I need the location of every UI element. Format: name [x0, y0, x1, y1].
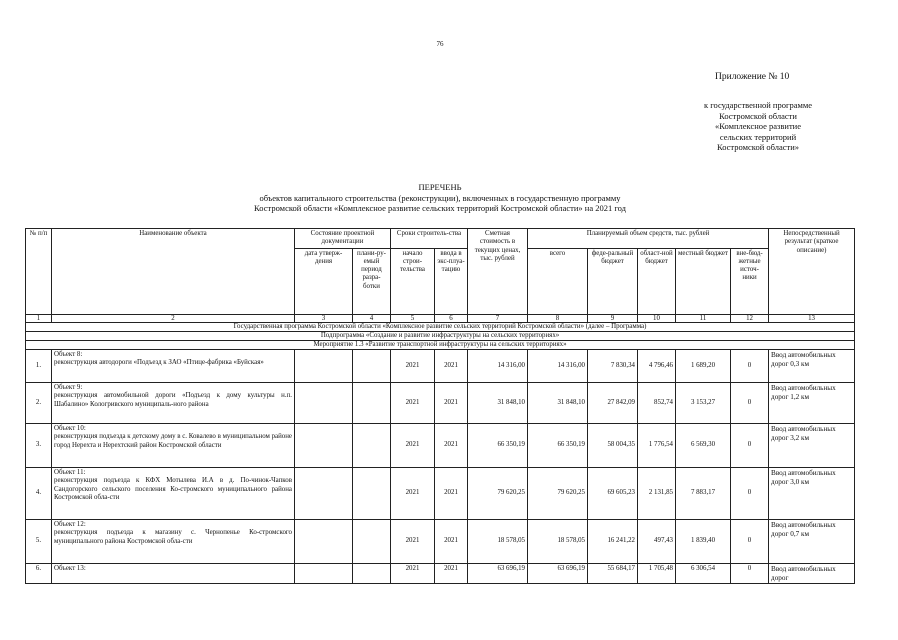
estimated-cost: 14 316,00	[468, 350, 528, 383]
column-number: 5	[391, 314, 435, 323]
result-description: Ввод автомобильных дорог 0,3 км	[769, 350, 855, 383]
row-number: 1.	[26, 350, 52, 383]
estimated-cost: 63 696,19	[468, 564, 528, 584]
commissioning-year: 2021	[435, 520, 468, 564]
table-row	[26, 383, 855, 424]
construction-start: 2021	[391, 564, 435, 584]
planned-period	[353, 468, 391, 520]
object-label: Объект 8:	[54, 351, 83, 359]
appendix-line: «Комплексное развитие	[715, 121, 801, 132]
object-label: Объект 10:	[54, 425, 86, 433]
commissioning-year: 2021	[435, 564, 468, 584]
object-description: реконструкция автомобильной дороги «Подъезд к дому культуры н.п. Шабалино» Кологривского муниципаль-ного района	[54, 392, 292, 408]
commissioning-year: 2021	[435, 468, 468, 520]
document-title: ПЕРЕЧЕНЬ	[418, 182, 462, 192]
object-label: Объект 9:	[54, 384, 83, 392]
document-subtitle-line: объектов капитального строительства (реконструкции), включенных в государственную программу	[259, 192, 621, 203]
column-number: 3	[295, 314, 353, 323]
row-number: 4.	[26, 468, 52, 520]
header-approval-date: дата утверж-дения	[295, 248, 353, 314]
result-description: Ввод автомобильных дорог 3,2 км	[769, 424, 855, 468]
column-number: 10	[638, 314, 676, 323]
estimated-cost: 31 848,10	[468, 383, 528, 424]
section-program-title: Государственная программа Костромской области «Комплексное развитие сельских территорий Костромской области» (далее – Программа)	[26, 323, 855, 332]
column-number: 8	[528, 314, 588, 323]
funds-local: 7 883,17	[676, 468, 731, 520]
planned-period	[353, 424, 391, 468]
section-row-measure	[26, 341, 855, 350]
approval-date	[295, 520, 353, 564]
row-number: 5.	[26, 520, 52, 564]
object-label: Объект 13:	[54, 565, 86, 573]
estimated-cost: 18 578,05	[468, 520, 528, 564]
header-num: № п/п	[26, 229, 52, 315]
header-total: всего	[528, 248, 588, 314]
object-label: Объект 12:	[54, 521, 86, 529]
funds-extrabudget: 0	[731, 468, 769, 520]
section-measure-title: Мероприятие 1.3 «Развитие транспортной инфраструктуры на сельских территориях»	[26, 341, 855, 350]
funds-federal: 58 004,35	[588, 424, 638, 468]
appendix-line: сельских территорий	[719, 131, 797, 142]
funds-regional: 1 705,48	[638, 564, 676, 584]
funds-extrabudget: 0	[731, 564, 769, 584]
commissioning-year: 2021	[435, 383, 468, 424]
page-number: 76	[436, 40, 444, 48]
object-description: реконструкция подъезда к КФХ Мотылева И.А в д. По-чинок-Чапков Сандогорского сельского поселения Ко-стромского муниципального района Костромской обла-сти	[54, 477, 292, 501]
column-number: 1	[26, 314, 52, 323]
construction-start: 2021	[391, 520, 435, 564]
header-funds: Планируемый объем средств, тыс. рублей	[528, 229, 769, 249]
result-description: Ввод автомобильных дорог 3,0 км	[769, 468, 855, 520]
funds-total: 66 350,19	[528, 424, 588, 468]
funds-local: 1 689,20	[676, 350, 731, 383]
column-number-row	[26, 314, 855, 323]
construction-start: 2021	[391, 383, 435, 424]
appendix-title: Приложение № 10	[715, 72, 790, 82]
result-description: Ввод автомобильных дорог	[769, 564, 855, 584]
estimated-cost: 79 620,25	[468, 468, 528, 520]
commissioning-year: 2021	[435, 350, 468, 383]
object-name	[52, 520, 295, 564]
funds-federal: 27 842,09	[588, 383, 638, 424]
header-doc-state: Состояние проектной документации	[295, 229, 391, 249]
object-label: Объект 11:	[54, 469, 86, 477]
funds-regional: 4 796,46	[638, 350, 676, 383]
header-terms: Сроки строитель-ства	[391, 229, 468, 249]
object-name	[52, 383, 295, 424]
row-number: 3.	[26, 424, 52, 468]
funds-federal: 16 241,22	[588, 520, 638, 564]
header-federal: феде-ральный бюджет	[588, 248, 638, 314]
planned-period	[353, 350, 391, 383]
objects-table	[25, 228, 855, 584]
table-row	[26, 520, 855, 564]
object-description: реконструкция подъезда к детскому дому в с. Ковалево в муниципальном районе город Нерехта и Нерехтский район Костромской области	[54, 433, 292, 449]
funds-regional: 497,43	[638, 520, 676, 564]
estimated-cost: 66 350,19	[468, 424, 528, 468]
approval-date	[295, 468, 353, 520]
appendix-line: Костромской области»	[716, 142, 800, 153]
object-name	[52, 424, 295, 468]
approval-date	[295, 350, 353, 383]
construction-start: 2021	[391, 424, 435, 468]
table-header-row	[26, 229, 855, 249]
header-local: местный бюджет	[676, 248, 731, 314]
result-description: Ввод автомобильных дорог 1,2 км	[769, 383, 855, 424]
planned-period	[353, 564, 391, 584]
funds-extrabudget: 0	[731, 424, 769, 468]
column-number: 6	[435, 314, 468, 323]
funds-federal: 69 605,23	[588, 468, 638, 520]
funds-extrabudget: 0	[731, 350, 769, 383]
funds-local: 6 306,54	[676, 564, 731, 584]
planned-period	[353, 520, 391, 564]
table-row	[26, 350, 855, 383]
appendix-subtitle	[660, 100, 856, 153]
funds-local: 1 839,40	[676, 520, 731, 564]
header-planned-period: плани-ру-емый период разра-ботки	[353, 248, 391, 314]
approval-date	[295, 383, 353, 424]
row-number: 2.	[26, 383, 52, 424]
funds-total: 63 696,19	[528, 564, 588, 584]
funds-extrabudget: 0	[731, 520, 769, 564]
table-row	[26, 564, 855, 584]
document-subtitle-line: Костромской области «Комплексное развитие сельских территорий Костромской области» на 2021 год	[254, 203, 626, 213]
funds-regional: 1 776,54	[638, 424, 676, 468]
section-subprogram-title: Подпрограмма «Создание и развитие инфраструктуры на сельских территориях»	[26, 332, 855, 341]
table-row	[26, 468, 855, 520]
header-regional: област-ной бюджет	[638, 248, 676, 314]
column-number: 9	[588, 314, 638, 323]
funds-total: 31 848,10	[528, 383, 588, 424]
funds-local: 3 153,27	[676, 383, 731, 424]
object-name	[52, 468, 295, 520]
document-heading	[0, 182, 880, 214]
funds-total: 14 316,00	[528, 350, 588, 383]
construction-start: 2021	[391, 350, 435, 383]
construction-start: 2021	[391, 468, 435, 520]
object-name	[52, 564, 295, 584]
section-row-program	[26, 323, 855, 332]
section-row-subprogram	[26, 332, 855, 341]
appendix-line: Костромской области	[719, 110, 797, 121]
result-description: Ввод автомобильных дорог 0,7 км	[769, 520, 855, 564]
funds-federal: 55 684,17	[588, 564, 638, 584]
object-name	[52, 350, 295, 383]
funds-regional: 852,74	[638, 383, 676, 424]
commissioning-year: 2021	[435, 424, 468, 468]
approval-date	[295, 424, 353, 468]
funds-total: 79 620,25	[528, 468, 588, 520]
object-description: реконструкция подъезда к магазину с. Чернопенье Ко-стромского муниципального района Костромской обла-сти	[54, 529, 292, 545]
header-commissioning: ввода в экс-плуа-тацию	[435, 248, 468, 314]
funds-regional: 2 131,85	[638, 468, 676, 520]
header-result: Непосредственный результат (краткое описание)	[769, 229, 855, 315]
row-number: 6.	[26, 564, 52, 584]
funds-total: 18 578,05	[528, 520, 588, 564]
column-number: 4	[353, 314, 391, 323]
column-number: 11	[676, 314, 731, 323]
header-cost: Сметная стоимость в текущих ценах, тыс. рублей	[468, 229, 528, 315]
column-number: 13	[769, 314, 855, 323]
column-number: 7	[468, 314, 528, 323]
column-number: 12	[731, 314, 769, 323]
funds-local: 6 569,30	[676, 424, 731, 468]
column-number: 2	[52, 314, 295, 323]
appendix-line: к государственной программе	[703, 100, 813, 110]
header-construction-start: начало строи-тельства	[391, 248, 435, 314]
funds-extrabudget: 0	[731, 383, 769, 424]
planned-period	[353, 383, 391, 424]
header-name: Наименование объекта	[52, 229, 295, 315]
approval-date	[295, 564, 353, 584]
funds-federal: 7 830,34	[588, 350, 638, 383]
object-description: реконструкция автодороги «Подъезд к ЗАО «Птице-фабрика «Буйская»	[54, 359, 264, 367]
header-extrabudget: вне-бюд-жетные источ-ники	[731, 248, 769, 314]
table-row	[26, 424, 855, 468]
